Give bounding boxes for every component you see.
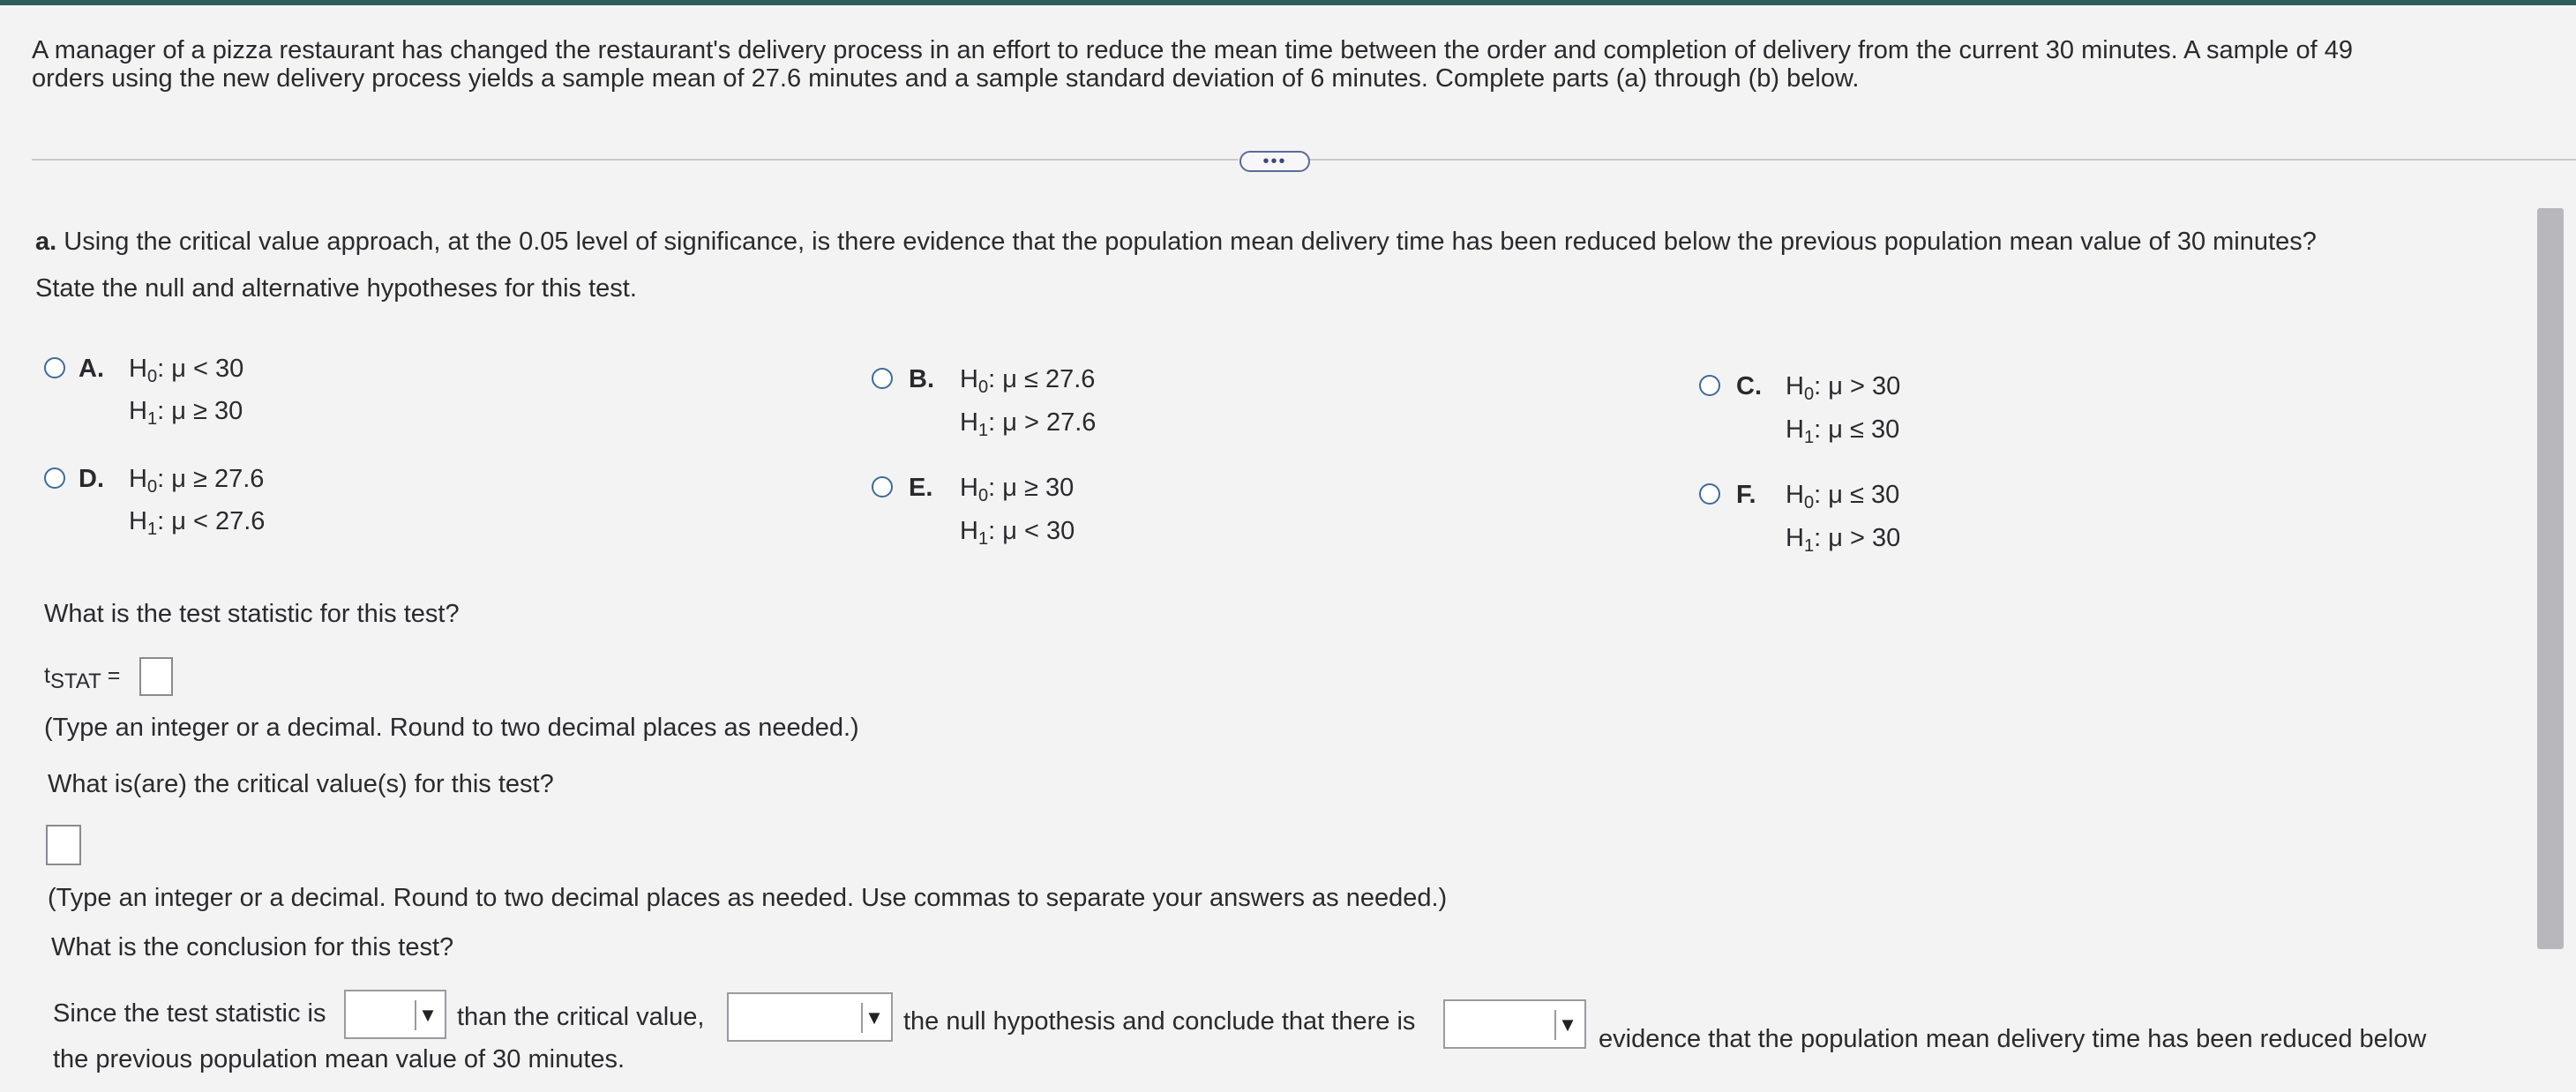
option-c-h0: $H_0$: μ > 30	[1786, 372, 1901, 404]
option-a-letter: A.	[79, 355, 104, 383]
problem-intro-line-2: orders using the new delivery process yields a sample mean of 27.6 minutes and a sample standard deviation of 6 minutes. Complete parts (a) through (b) below.	[32, 64, 1860, 93]
divider-right	[1307, 159, 2576, 161]
option-f-radio[interactable]	[1699, 483, 1720, 505]
option-b-letter: B.	[909, 365, 934, 393]
option-d-letter: D.	[79, 465, 104, 493]
critical-value-input[interactable]	[46, 825, 81, 865]
dropdown-arrow-icon: ▼	[415, 1000, 439, 1030]
hypotheses-instruction: State the null and alternative hypotheses for this test.	[35, 274, 637, 303]
option-e-h1: $H_1$: μ < 30	[960, 517, 1075, 549]
divider-left	[32, 159, 1239, 161]
test-statistic-question: What is the test statistic for this test?	[44, 600, 460, 628]
conclusion-text-1: Since the test statistic is	[53, 999, 326, 1028]
critical-value-hint: (Type an integer or a decimal. Round to two decimal places as needed. Use commas to separate your answers as needed.)	[48, 884, 1448, 912]
option-b-h0: $H_0$: μ ≤ 27.6	[960, 365, 1096, 397]
option-f-h1: $H_1$: μ > 30	[1786, 524, 1901, 556]
option-a-h1: $H_1$: μ ≥ 30	[129, 397, 243, 429]
option-a-h0: $H_0$: μ < 30	[129, 355, 244, 386]
dropdown-arrow-icon: ▼	[1554, 1010, 1579, 1040]
option-f-letter: F.	[1736, 481, 1756, 509]
option-d-radio[interactable]	[44, 467, 65, 489]
evidence-dropdown[interactable]	[1443, 999, 1586, 1049]
option-e-h0: $H_0$: μ ≥ 30	[960, 474, 1075, 505]
option-c-letter: C.	[1736, 372, 1762, 400]
t-stat-hint: (Type an integer or a decimal. Round to two decimal places as needed.)	[44, 714, 859, 742]
option-b-radio[interactable]	[872, 368, 893, 389]
option-f-h0: $H_0$: μ ≤ 30	[1786, 481, 1900, 512]
decision-dropdown[interactable]	[727, 992, 893, 1042]
more-options-button[interactable]: •••	[1239, 151, 1310, 172]
comparison-dropdown[interactable]	[344, 990, 446, 1039]
part-a-label: a.	[35, 228, 57, 256]
option-c-radio[interactable]	[1699, 375, 1720, 396]
conclusion-text-3: the null hypothesis and conclude that there is	[903, 1007, 1416, 1036]
conclusion-text-4: evidence that the population mean delivery time has been reduced below	[1599, 1025, 2427, 1053]
part-a-question	[35, 228, 2317, 257]
option-b-h1: $H_1$: μ > 27.6	[960, 408, 1097, 440]
option-d-h0: $H_0$: μ ≥ 27.6	[129, 465, 265, 497]
option-e-radio[interactable]	[872, 476, 893, 497]
option-e-letter: E.	[909, 474, 933, 502]
top-accent-bar	[0, 0, 2576, 5]
t-stat-label: $t_{STAT}$ =	[44, 663, 121, 693]
vertical-scrollbar[interactable]	[2537, 208, 2564, 949]
conclusion-question: What is the conclusion for this test?	[51, 933, 454, 961]
conclusion-text-5: the previous population mean value of 30 minutes.	[53, 1045, 625, 1073]
t-stat-input[interactable]	[139, 657, 173, 696]
conclusion-text-2: than the critical value,	[457, 1003, 705, 1031]
dropdown-arrow-icon: ▼	[861, 1003, 886, 1033]
part-a-question-text: Using the critical value approach, at the 0.05 level of significance, is there evidence that the population mean delivery time has been reduced below the previous population mean value of 30 minutes?	[64, 228, 2317, 256]
option-a-radio[interactable]	[44, 357, 65, 378]
problem-intro-line-1: A manager of a pizza restaurant has changed the restaurant's delivery process in an effort to reduce the mean time between the order and completion of delivery from the current 30 minutes. A sample of 49	[32, 36, 2353, 64]
option-c-h1: $H_1$: μ ≤ 30	[1786, 415, 1900, 447]
critical-value-question: What is(are) the critical value(s) for this test?	[48, 770, 554, 798]
option-d-h1: $H_1$: μ < 27.6	[129, 507, 266, 539]
